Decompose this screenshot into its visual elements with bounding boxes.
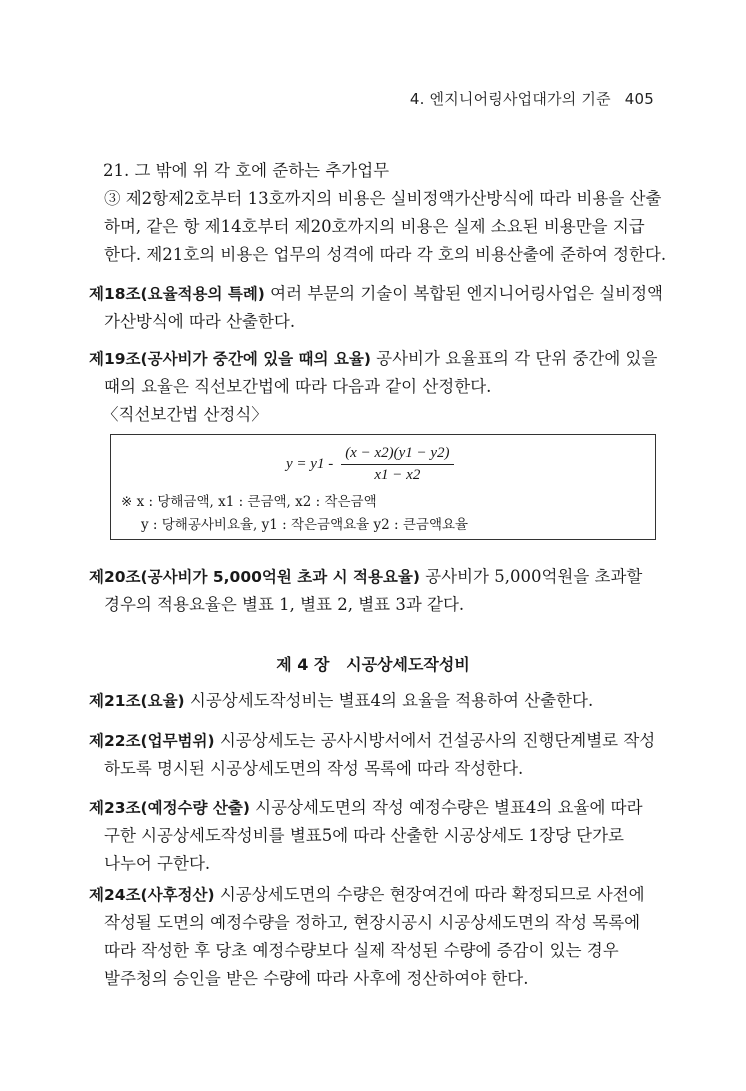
article-23-title: 제23조(예정수량 산출) [89,799,250,817]
article-22-title: 제22조(업무범위) [89,732,215,750]
article-24 [89,884,656,906]
formula-note-1: ※ x : 당해금액, x1 : 큰금액, x2 : 작은금액 [121,494,377,510]
article-22-text: 시공상세도는 공사시방서에서 건설공사의 진행단계별로 작성 [219,731,656,750]
chapter-title: 시공상세도작성비 [346,655,470,674]
article-20 [89,566,656,588]
article-21-text: 시공상세도작성비는 별표4의 요율을 적용하여 산출한다. [189,691,594,710]
article-24-title: 제24조(사후정산) [89,886,215,904]
article-22-line-2: 하도록 명시된 시공상세도면의 작성 목록에 따라 작성한다. [104,759,524,778]
article-23-line-3: 나누어 구한다. [104,854,211,873]
formula-denominator: x1 − x2 [374,467,421,483]
article-24-text: 시공상세도면의 수량은 현장여건에 따라 확정되므로 사전에 [219,885,645,904]
formula-box [110,434,656,540]
article-18-title: 제18조(요율적용의 특례) [89,285,265,303]
chapter-heading [0,652,746,675]
formula-caption: 〈직선보간법 산정식〉 [102,405,268,424]
formula-fraction [341,445,453,484]
article-20-line-2: 경우의 적용요율은 별표 1, 별표 2, 별표 3과 같다. [104,595,465,614]
clause-3-line-1: ③ 제2항제2호부터 13호까지의 비용은 실비정액가산방식에 따라 비용을 산출 [104,189,662,208]
article-20-text: 공사비가 5,000억원을 초과할 [425,567,643,586]
header-title: 4. 엔지니어링사업대가의 기준 [409,90,611,108]
article-23-line-2: 구한 시공상세도작성비를 별표5에 따라 산출한 시공상세도 1장당 단가로 [104,826,624,845]
article-24-line-4: 발주청의 승인을 받은 수량에 따라 사후에 정산하여야 한다. [104,969,529,988]
formula-numerator: (x − x2)(y1 − y2) [341,445,453,465]
article-20-title: 제20조(공사비가 5,000억원 초과 시 적용요율) [89,568,420,586]
article-18-text: 여러 부문의 기술이 복합된 엔지니어링사업은 실비정액 [270,284,663,303]
clause-3-line-3: 한다. 제21호의 비용은 업무의 성격에 따라 각 호의 비용산출에 준하여 정한다. [104,245,667,264]
article-19 [89,348,656,370]
page-number: 405 [624,90,654,108]
article-18 [89,283,663,305]
article-23 [89,797,656,819]
clause-3-line-2: 하며, 같은 항 제14호부터 제20호까지의 비용은 실제 소요된 비용만을 지급 [104,217,645,236]
article-19-title: 제19조(공사비가 중간에 있을 때의 요율) [89,350,371,368]
article-22 [89,730,656,752]
article-19-text: 공사비가 요율표의 각 단위 중간에 있을 [376,349,658,368]
item-21: 21. 그 밖에 위 각 호에 준하는 추가업무 [103,161,390,180]
formula-lhs: y = y1 - [286,456,334,472]
article-18-line-2: 가산방식에 따라 산출한다. [104,312,296,331]
article-24-line-2: 작성될 도면의 예정수량을 정하고, 현장시공시 시공상세도면의 작성 목록에 [104,913,641,932]
article-21 [89,690,593,712]
article-23-text: 시공상세도면의 작성 예정수량은 별표4의 요율에 따라 [255,798,643,817]
article-19-line-2: 때의 요율은 직선보간법에 따라 다음과 같이 산정한다. [104,377,492,396]
article-21-title: 제21조(요율) [89,692,185,710]
running-header [410,88,654,109]
formula-note-2: y : 당해공사비요율, y1 : 작은금액요율 y2 : 큰금액요율 [141,517,469,533]
chapter-label: 제 4 장 [276,655,330,674]
interpolation-formula [286,445,454,484]
article-24-line-3: 따라 작성한 후 당초 예정수량보다 실제 작성된 수량에 증감이 있는 경우 [104,941,619,960]
